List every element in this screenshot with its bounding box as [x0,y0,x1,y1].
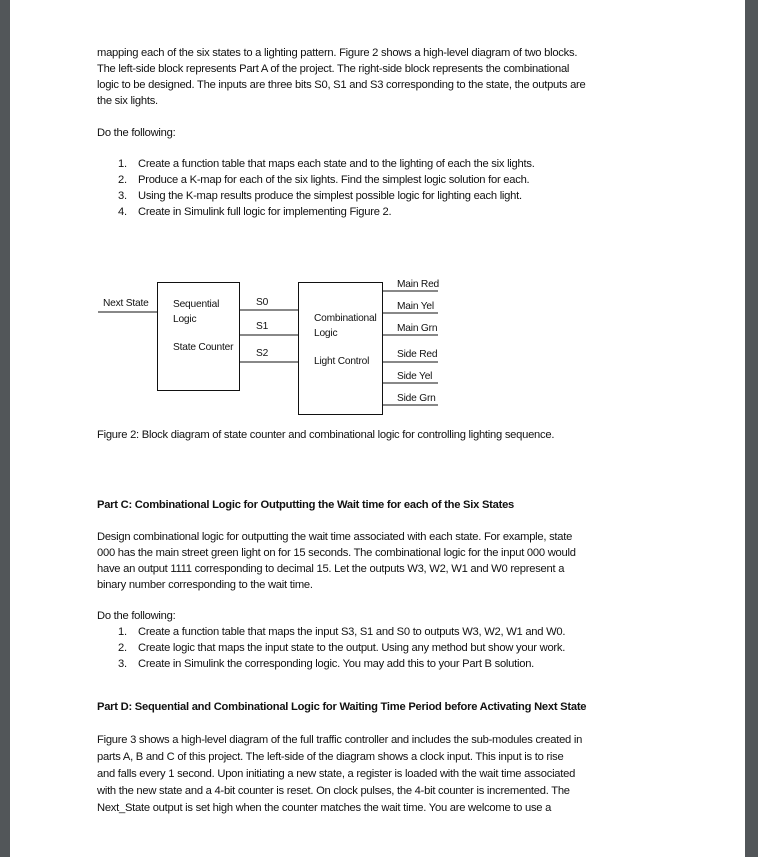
output-label: Side Grn [397,393,436,404]
signal-label: S1 [256,321,269,332]
seq-block-label: State Counter [173,342,234,353]
paragraph-line: Figure 3 shows a high-level diagram of the full traffic controller and includes the sub-modules created in [97,734,583,746]
document-page [10,0,745,857]
signal-label: S0 [256,297,269,308]
paragraph-line: The left-side block represents Part A of the project. The right-side block represents the combinational [97,63,570,75]
paragraph-line: and falls every 1 second. Upon initiating a new state, a register is loaded with the wait time associated [97,768,576,780]
output-label: Side Yel [397,371,433,382]
paragraph-line: have an output 1111 corresponding to decimal 15. Let the outputs W3, W2, W1 and W0 represent a [97,563,565,575]
paragraph-line: Next_State output is set high when the counter matches the wait time. You are welcome to use a [97,802,552,814]
output-label: Main Red [397,279,440,290]
comb-block-label: Combinational [314,313,377,324]
next-state-label: Next State [103,298,149,309]
comb-block-label: Light Control [314,356,370,367]
figure-caption: Figure 2: Block diagram of state counter and combinational logic for controlling lighting sequence. [97,429,555,441]
paragraph-line: logic to be designed. The inputs are three bits S0, S1 and S3 corresponding to the state, the outputs are [97,79,586,91]
list-item: 3. Create in Simulink the corresponding logic. You may add this to your Part B solution. [118,658,535,670]
combinational-logic-block [299,283,383,415]
paragraph-line: 000 has the main street green light on for 15 seconds. The combinational logic for the input 000 would [97,547,576,559]
paragraph-line: parts A, B and C of this project. The left-side of the diagram shows a clock input. This input is to rise [97,751,564,763]
section-heading: Part D: Sequential and Combinational Logic for Waiting Time Period before Activating Next State [97,701,587,713]
list-item: 4. Create in Simulink full logic for implementing Figure 2. [118,206,392,218]
seq-block-label: Sequential [173,299,220,310]
output-label: Main Grn [397,323,438,334]
do-following-label: Do the following: [97,610,176,622]
paragraph-line: with the new state and a 4-bit counter is reset. On clock pulses, the 4-bit counter is incremented. The [97,785,570,797]
list-item: 3. Using the K-map results produce the simplest possible logic for lighting each light. [118,190,522,202]
output-label: Main Yel [397,301,434,312]
seq-block-label: Logic [173,314,197,325]
paragraph-line: binary number corresponding to the wait time. [97,579,313,591]
comb-block-label: Logic [314,328,338,339]
paragraph-line: the six lights. [97,95,158,107]
paragraph-line: mapping each of the six states to a lighting pattern. Figure 2 shows a high-level diagram of two blocks. [97,47,578,59]
list-item: 1. Create a function table that maps each state and to the lighting of each the six lights. [118,158,535,170]
list-item: 2. Produce a K-map for each of the six lights. Find the simplest logic solution for each. [118,174,530,186]
section-heading: Part C: Combinational Logic for Outputting the Wait time for each of the Six States [97,499,515,511]
do-following-label: Do the following: [97,127,176,139]
paragraph-line: Design combinational logic for outputting the wait time associated with each state. For example, state [97,531,573,543]
output-label: Side Red [397,349,438,360]
list-item: 2. Create logic that maps the input state to the output. Using any method but show your work. [118,642,566,654]
list-item: 1. Create a function table that maps the input S3, S1 and S0 to outputs W3, W2, W1 and W0. [118,626,566,638]
signal-label: S2 [256,348,269,359]
